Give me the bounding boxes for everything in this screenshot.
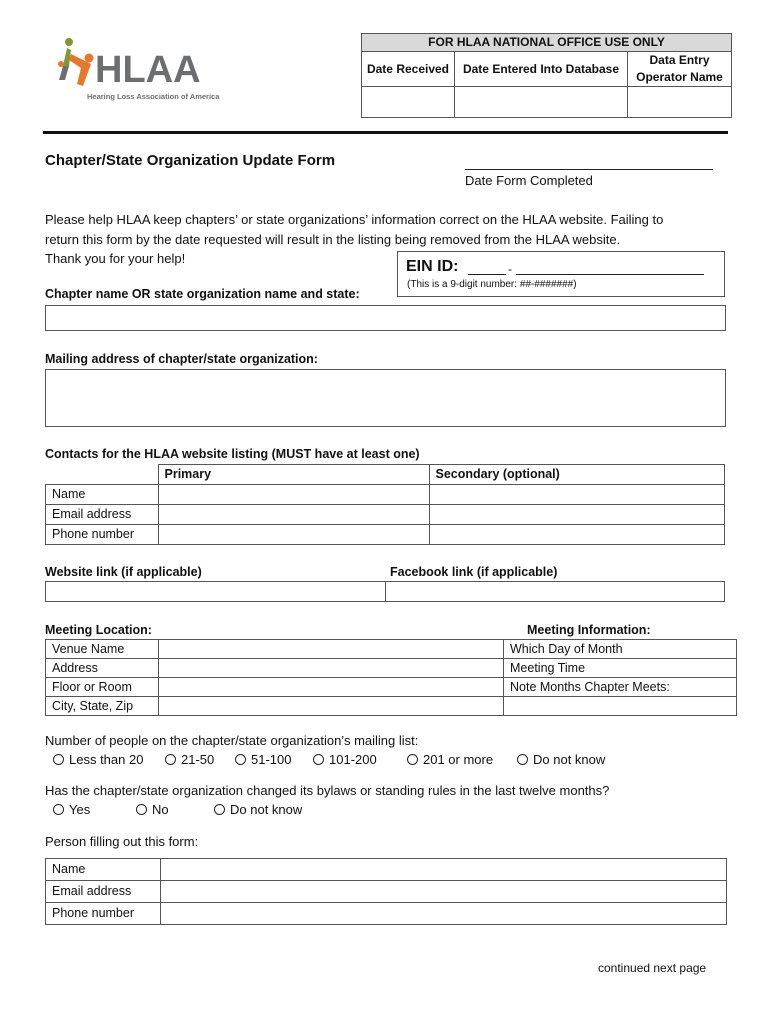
radio-option[interactable]: 21-50	[165, 752, 214, 767]
date-entered-cell[interactable]	[455, 87, 628, 118]
primary-name-cell[interactable]	[158, 485, 429, 505]
continued-note: continued next page	[598, 961, 707, 975]
table-row	[46, 881, 727, 903]
office-use-table	[361, 33, 732, 118]
radio-circle-icon	[53, 804, 64, 815]
radio-circle-icon	[136, 804, 147, 815]
intro-line-3: Thank you for your help!	[45, 251, 186, 266]
office-use-title: FOR HLAA NATIONAL OFFICE USE ONLY	[362, 34, 732, 52]
table-row	[46, 485, 725, 505]
ein-label: EIN ID:	[406, 258, 459, 275]
radio-circle-icon	[235, 754, 246, 765]
radio-option[interactable]: 101-200	[313, 752, 377, 767]
radio-option[interactable]: Do not know	[517, 752, 605, 767]
location-row-label: City, State, Zip	[46, 697, 159, 716]
date-received-cell[interactable]	[362, 87, 455, 118]
primary-header: Primary	[158, 465, 429, 485]
info-row-label: Note Months Chapter Meets:	[504, 678, 737, 697]
radio-option[interactable]: 51-100	[235, 752, 291, 767]
meeting-location-label: Meeting Location:	[45, 623, 152, 637]
person-phone-cell[interactable]	[161, 903, 727, 925]
secondary-header: Secondary (optional)	[429, 465, 725, 485]
intro-line-2: return this form by the date requested will result in the listing being removed from the HLAA website.	[45, 231, 621, 247]
contact-row-label: Email address	[46, 505, 159, 525]
location-row-label: Address	[46, 659, 159, 678]
person-email-cell[interactable]	[161, 881, 727, 903]
table-row	[46, 859, 727, 881]
form-title: Chapter/State Organization Update Form	[45, 152, 336, 169]
header-divider	[43, 131, 728, 134]
contacts-table	[45, 464, 725, 545]
date-entered-header: Date Entered Into Database	[455, 52, 628, 87]
ein-dash: -	[508, 262, 512, 276]
radio-circle-icon	[517, 754, 528, 765]
secondary-phone-cell[interactable]	[429, 525, 725, 545]
meeting-info-label: Meeting Information:	[527, 623, 651, 637]
radio-option[interactable]: No	[136, 802, 169, 817]
floor-room-cell[interactable]	[159, 678, 504, 697]
contact-row-label: Name	[46, 485, 159, 505]
logo-brand-text: HLAA	[95, 49, 201, 91]
person-row-label: Email address	[46, 881, 161, 903]
radio-option[interactable]: Yes	[53, 802, 90, 817]
person-label: Person filling out this form:	[45, 834, 199, 849]
operator-name-cell[interactable]	[628, 87, 732, 118]
table-row	[46, 659, 737, 678]
meeting-months-cell[interactable]	[504, 697, 737, 716]
primary-phone-cell[interactable]	[158, 525, 429, 545]
info-row-label: Meeting Time	[504, 659, 737, 678]
table-row	[46, 903, 727, 925]
website-label: Website link (if applicable)	[45, 565, 202, 579]
date-received-header: Date Received	[362, 52, 455, 87]
date-completed-line[interactable]	[465, 169, 713, 170]
location-row-label: Venue Name	[46, 640, 159, 659]
operator-name-header: Data Entry Operator Name	[628, 52, 732, 87]
table-row	[46, 525, 725, 545]
secondary-name-cell[interactable]	[429, 485, 725, 505]
mailing-address-label: Mailing address of chapter/state organization:	[45, 352, 318, 366]
hlaa-logo	[55, 36, 230, 106]
secondary-email-cell[interactable]	[429, 505, 725, 525]
bylaws-question: Has the chapter/state organization changed its bylaws or standing rules in the last twelve months?	[45, 783, 610, 798]
primary-email-cell[interactable]	[158, 505, 429, 525]
radio-circle-icon	[214, 804, 225, 815]
facebook-label: Facebook link (if applicable)	[390, 565, 558, 579]
logo-tagline: Hearing Loss Association of America	[87, 92, 220, 101]
mailing-address-input[interactable]	[45, 369, 726, 427]
person-name-cell[interactable]	[161, 859, 727, 881]
radio-circle-icon	[53, 754, 64, 765]
table-row	[46, 640, 737, 659]
radio-circle-icon	[165, 754, 176, 765]
table-row	[46, 678, 737, 697]
ein-hint: (This is a 9-digit number: ##-#######)	[407, 279, 577, 290]
person-row-label: Name	[46, 859, 161, 881]
location-row-label: Floor or Room	[46, 678, 159, 697]
links-table	[45, 581, 725, 602]
radio-option[interactable]: Less than 20	[53, 752, 143, 767]
table-row	[46, 505, 725, 525]
mailing-count-question: Number of people on the chapter/state organization’s mailing list:	[45, 733, 419, 748]
ein-prefix-input[interactable]	[468, 274, 506, 275]
person-row-label: Phone number	[46, 903, 161, 925]
venue-name-cell[interactable]	[159, 640, 504, 659]
contact-row-label: Phone number	[46, 525, 159, 545]
address-cell[interactable]	[159, 659, 504, 678]
info-row-label: Which Day of Month	[504, 640, 737, 659]
date-completed-label: Date Form Completed	[465, 173, 593, 188]
radio-circle-icon	[313, 754, 324, 765]
radio-option[interactable]: Do not know	[214, 802, 302, 817]
website-input[interactable]	[46, 582, 386, 602]
contacts-label: Contacts for the HLAA website listing (MUST have at least one)	[45, 447, 420, 461]
city-state-zip-cell[interactable]	[159, 697, 504, 716]
radio-circle-icon	[407, 754, 418, 765]
ein-box	[397, 251, 725, 297]
radio-option[interactable]: 201 or more	[407, 752, 493, 767]
table-row	[46, 697, 737, 716]
chapter-name-label: Chapter name OR state organization name and state:	[45, 287, 360, 301]
ein-suffix-input[interactable]	[516, 274, 704, 275]
meeting-table	[45, 639, 737, 716]
chapter-name-input[interactable]	[45, 305, 726, 331]
facebook-input[interactable]	[386, 582, 725, 602]
intro-line-1: Please help HLAA keep chapters’ or state organizations’ information correct on the HLAA website. Failing to	[45, 212, 664, 227]
person-table	[45, 858, 727, 925]
contacts-corner	[46, 465, 159, 485]
